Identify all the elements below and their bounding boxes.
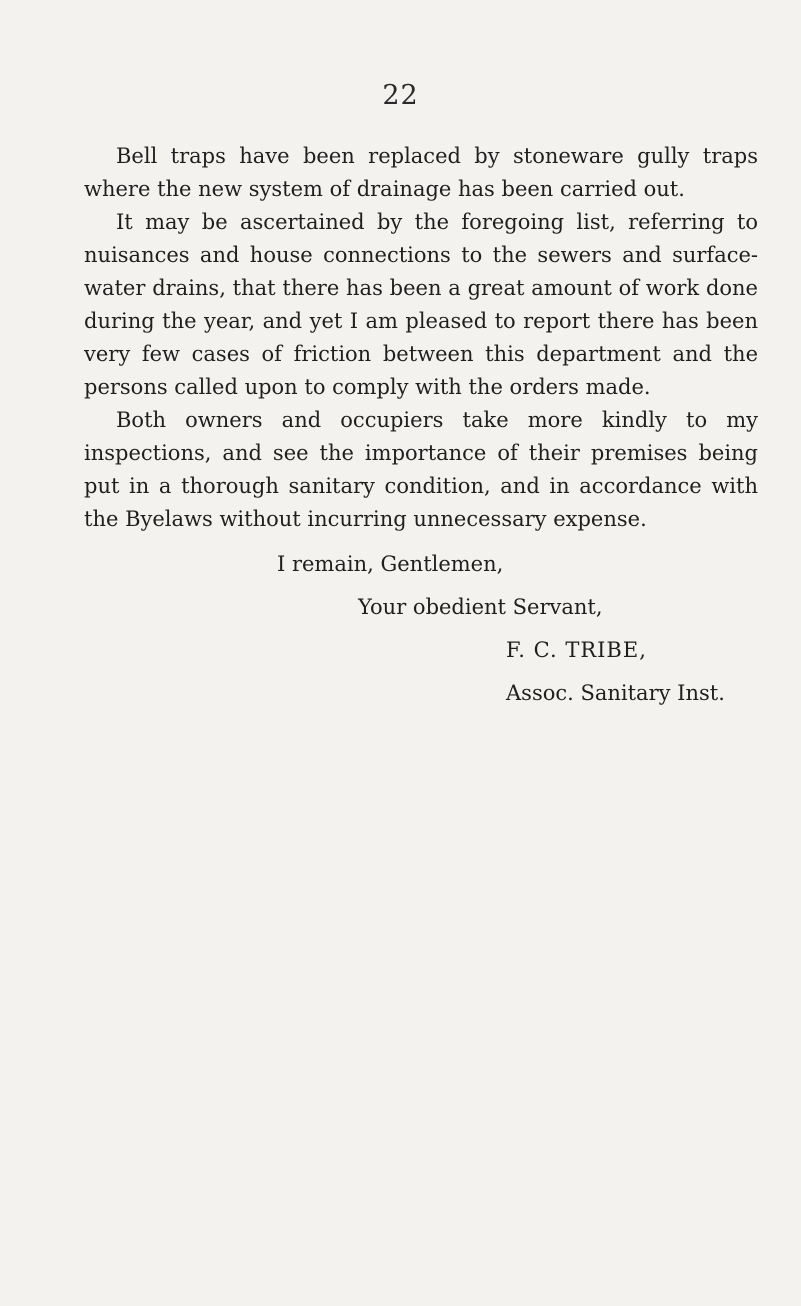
paragraph-nuisances: It may be ascertained by the foregoing list, referring to nuisances and house connections to the sewers and surface-water drains, that there has been a great amount of work done during the year, and yet I am pleased to report there has been very few cases of friction between this department and the persons called upon to comply with the orders made. <box>84 210 758 399</box>
closing-salutation: I remain, Gentlemen, <box>277 552 504 576</box>
closing-valediction: Your obedient Servant, <box>358 595 603 619</box>
paragraph-bell-traps: Bell traps have been replaced by stoneware gully traps where the new system of drainage has been carried out. <box>84 144 758 201</box>
paragraph-owners-occupiers: Both owners and occupiers take more kindly to my inspections, and see the importance of their premises being put in a thorough sanitary condition, and in accordance with the Byelaws without incurring unnecessary expense. <box>84 408 758 531</box>
signature-name: F. C. TRIBE, <box>506 638 647 662</box>
report-body <box>84 140 758 536</box>
page-number: 22 <box>382 80 419 111</box>
signature-title: Assoc. Sanitary Inst. <box>506 681 725 705</box>
